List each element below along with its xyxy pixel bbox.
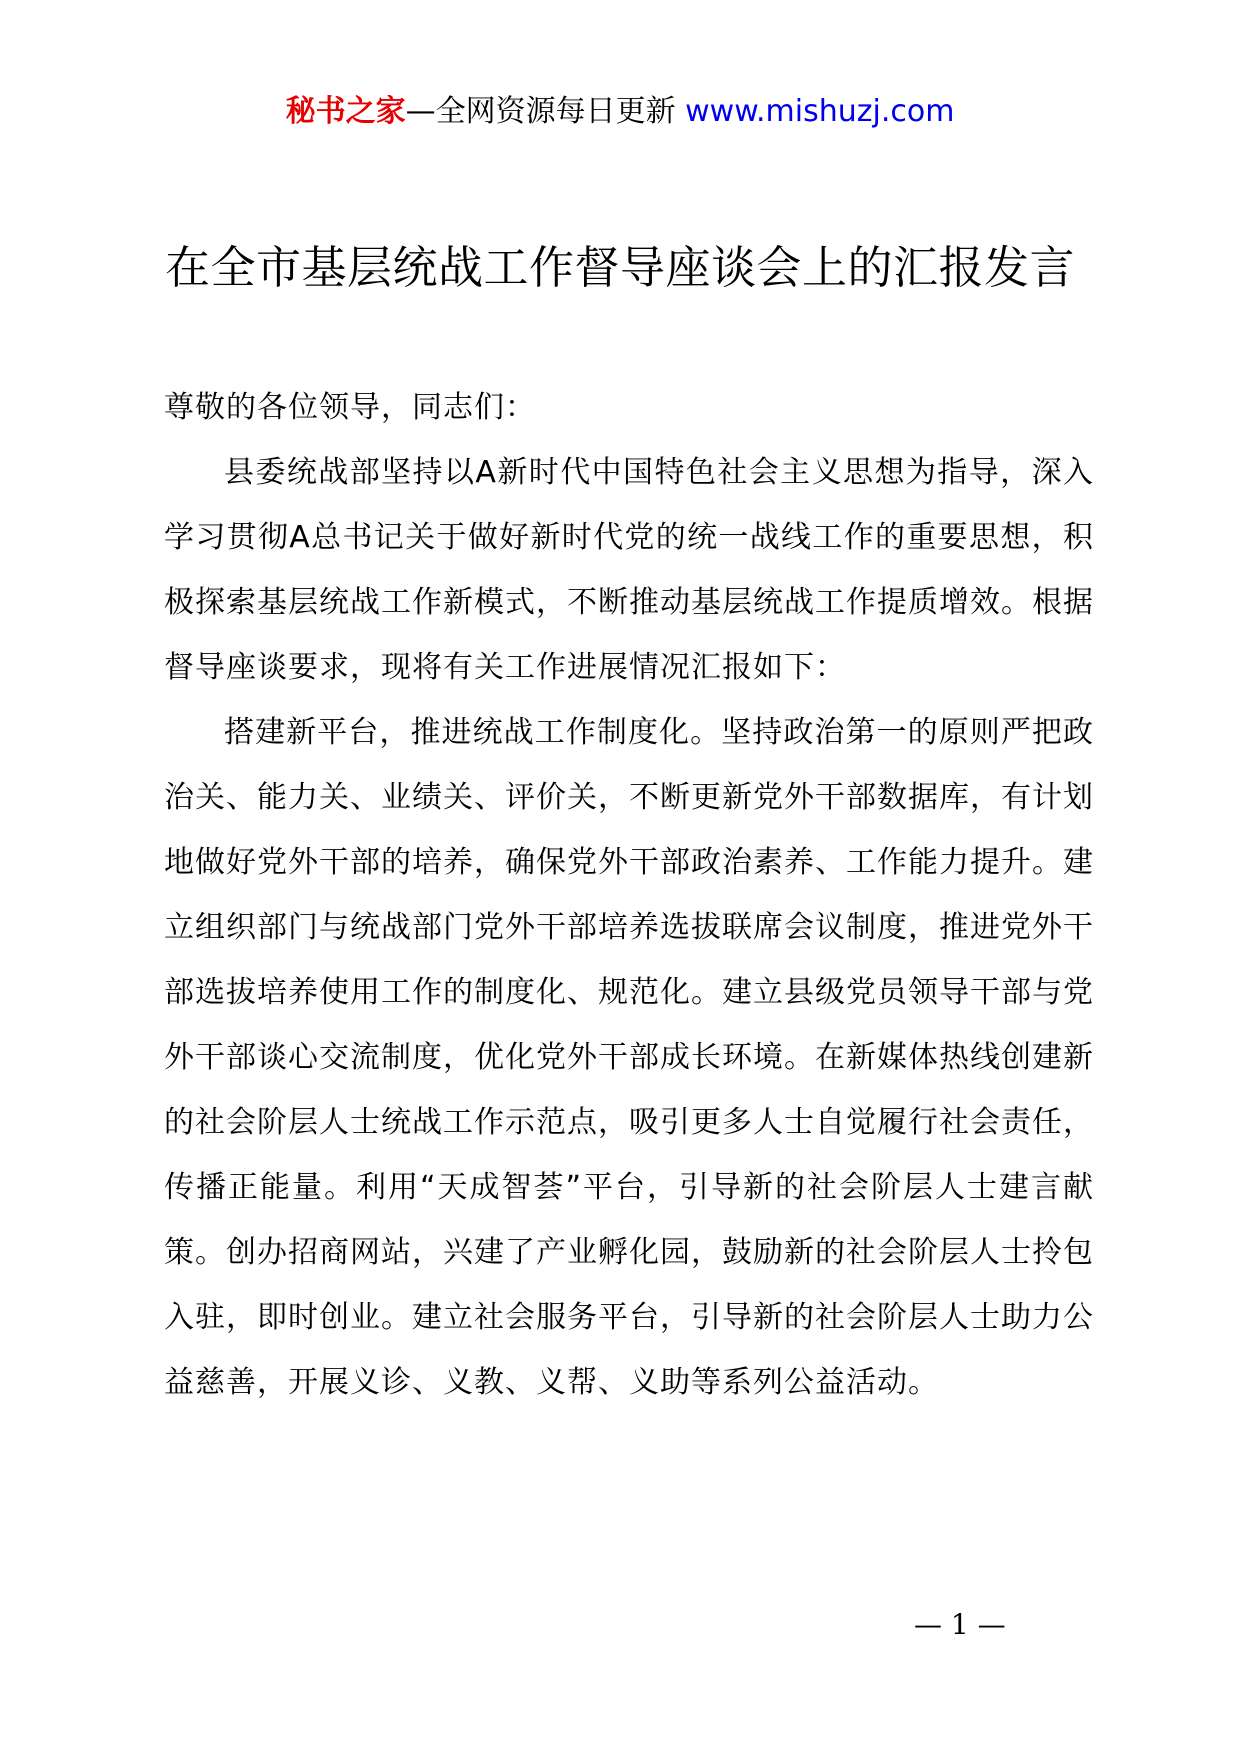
site-url-link[interactable]: www.mishuzj.com [685,94,955,129]
site-tagline: —全网资源每日更新 [405,94,686,129]
page-number: — 1 — [914,1608,1006,1641]
site-brand: 秘书之家 [285,94,406,129]
paragraph-new-platform: 搭建新平台，推进统战工作制度化。坚持政治第一的原则严把政治关、能力关、业绩关、评价关，不断更新党外干部数据库，有计划地做好党外干部的培养，确保党外干部政治素养、工作能力提升。建立组织部门与统战部门党外干部培养选拔联席会议制度，推进党外干部选拔培养使用工作的制度化、规范化。建立县级党员领导干部与党外干部谈心交流制度，优化党外干部成长环境。在新媒体热线创建新的社会阶层人士统战工作示范点，吸引更多人士自觉履行社会责任，传播正能量。利用“天成智荟”平台，引导新的社会阶层人士建言献策。创办招商网站，兴建了产业孵化园，鼓励新的社会阶层人士拎包入驻，即时创业。建立社会服务平台，引导新的社会阶层人士助力公益慈善，开展义诊、义教、义帮、义助等系列公益活动。 [164,715,1094,1400]
paragraph-intro: 县委统战部坚持以A新时代中国特色社会主义思想为指导，深入学习贯彻A总书记关于做好新时代党的统一战线工作的重要思想，积极探索基层统战工作新模式，不断推动基层统战工作提质增效。根据督导座谈要求，现将有关工作进展情况汇报如下： [164,455,1094,685]
document-title: 在全市基层统战工作督导座谈会上的汇报发言 [164,241,1075,294]
site-header [0,92,1240,132]
salutation: 尊敬的各位领导，同志们： [164,390,536,425]
document-body [164,375,1094,1415]
